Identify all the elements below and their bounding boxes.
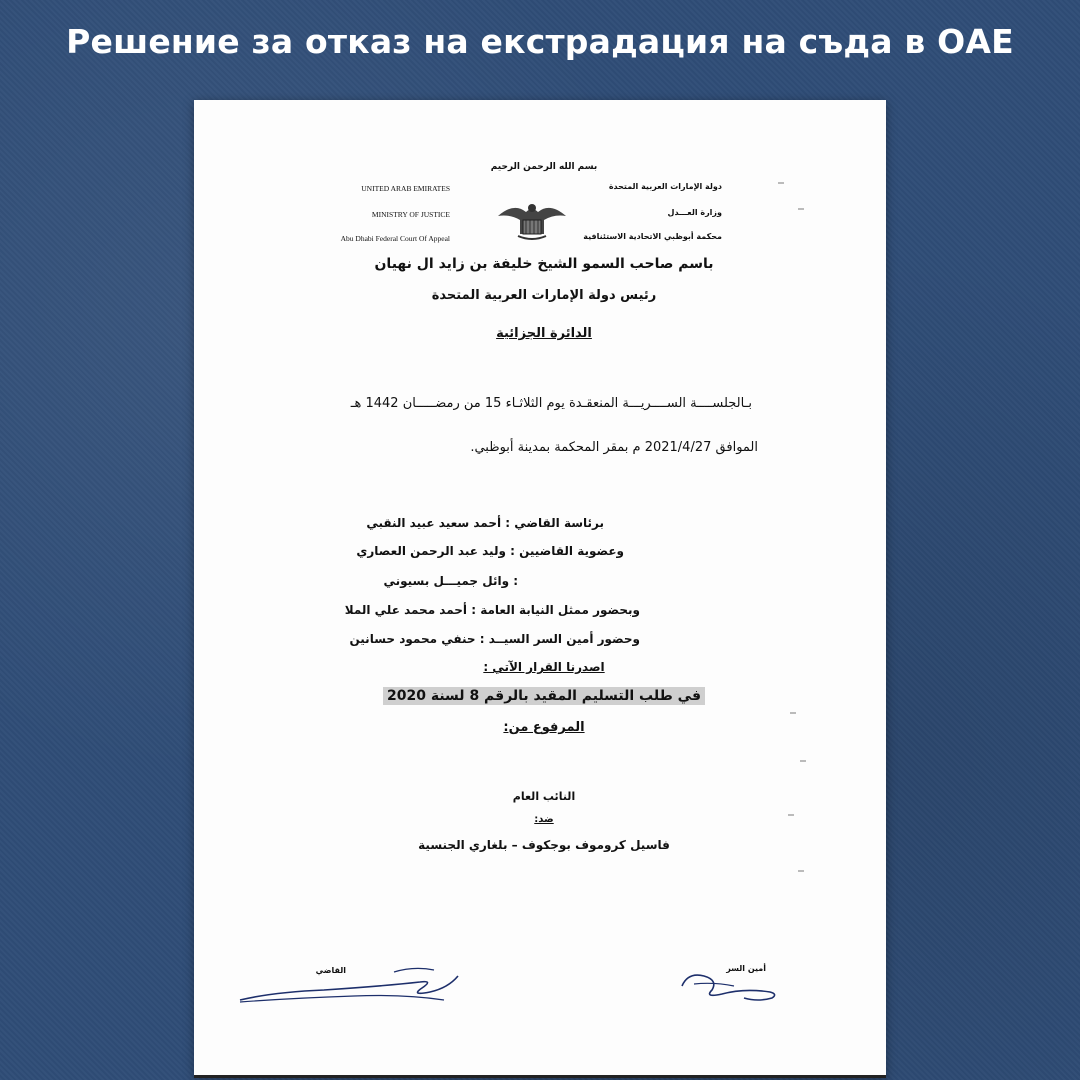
issued-decision: اصدرنا القرار الآتي : — [483, 660, 605, 674]
falcon-emblem-icon — [496, 198, 568, 242]
panel-line-4: وبحضور ممثل النيابة العامة : أحمد محمد علي الملا — [344, 603, 640, 617]
letterhead-en-1: UNITED ARAB EMIRATES — [361, 184, 450, 193]
panel-line-5: وحضور أمين السر السيــد : حنفي محمود حسانين — [349, 632, 640, 646]
panel-line-3: : وائل جميـــل بسيوني — [383, 574, 518, 588]
in-name-of: باسم صاحب السمو الشيخ خليفة بن زايد ال نهيان — [374, 256, 714, 272]
panel-line-2: وعضوية القاضيين : وليد عبد الرحمن العصاري — [356, 544, 624, 558]
case-number-highlight: في طلب التسليم المقيد بالرقم 8 لسنة 2020 — [383, 687, 705, 705]
scan-mark — [798, 208, 804, 210]
panel-line-1: برئاسة القاضي : أحمد سعيد عبيد النقبي — [366, 516, 604, 530]
against-label: ضد: — [534, 814, 554, 825]
filed-by-label: المرفوع من: — [503, 720, 585, 735]
scan-mark — [800, 760, 806, 762]
scan-mark — [798, 870, 804, 872]
defendant: فاسيل كروموف بوجكوف – بلغاري الجنسية — [418, 838, 670, 852]
letterhead-en-2: MINISTRY OF JUSTICE — [371, 210, 450, 219]
letterhead-en-3: Abu Dhabi Federal Court Of Appeal — [340, 234, 450, 243]
secretary-label: أمين السر — [726, 964, 766, 973]
president-title: رئيس دولة الإمارات العربية المتحدة — [431, 288, 657, 303]
scan-mark — [778, 182, 784, 184]
judge-label: القاضي — [315, 966, 346, 975]
department-title: الدائرة الجزائية — [496, 326, 592, 341]
scan-mark — [788, 814, 794, 816]
letterhead-ar-3: محكمة أبوظبي الاتحادية الاستئنافية — [583, 232, 722, 241]
letterhead-ar-1: دولة الإمارات العربية المتحدة — [608, 182, 722, 191]
prosecutor: النائب العام — [512, 790, 576, 803]
page-bottom-edge — [194, 1075, 886, 1078]
session-line-1: بـالجلســــة الســــريـــة المنعقـدة يوم الثلاثـاء 15 من رمضـــــان 1442 هـ — [350, 396, 752, 411]
basmala: بسم الله الرحمن الرحيم — [490, 162, 598, 172]
letterhead-ar-2: وزارة العـــدل — [667, 208, 722, 217]
court-document-page — [194, 100, 886, 1078]
session-line-2: الموافق 2021/4/27 م بمقر المحكمة بمدينة أبوظبي. — [470, 440, 758, 455]
scan-mark — [790, 712, 796, 714]
case-line — [344, 688, 744, 704]
headline: Решение за отказ на екстрадация на съда в ОАЕ — [66, 22, 1014, 61]
judge-signature-icon — [234, 962, 464, 1008]
secretary-signature-icon — [674, 964, 784, 1004]
